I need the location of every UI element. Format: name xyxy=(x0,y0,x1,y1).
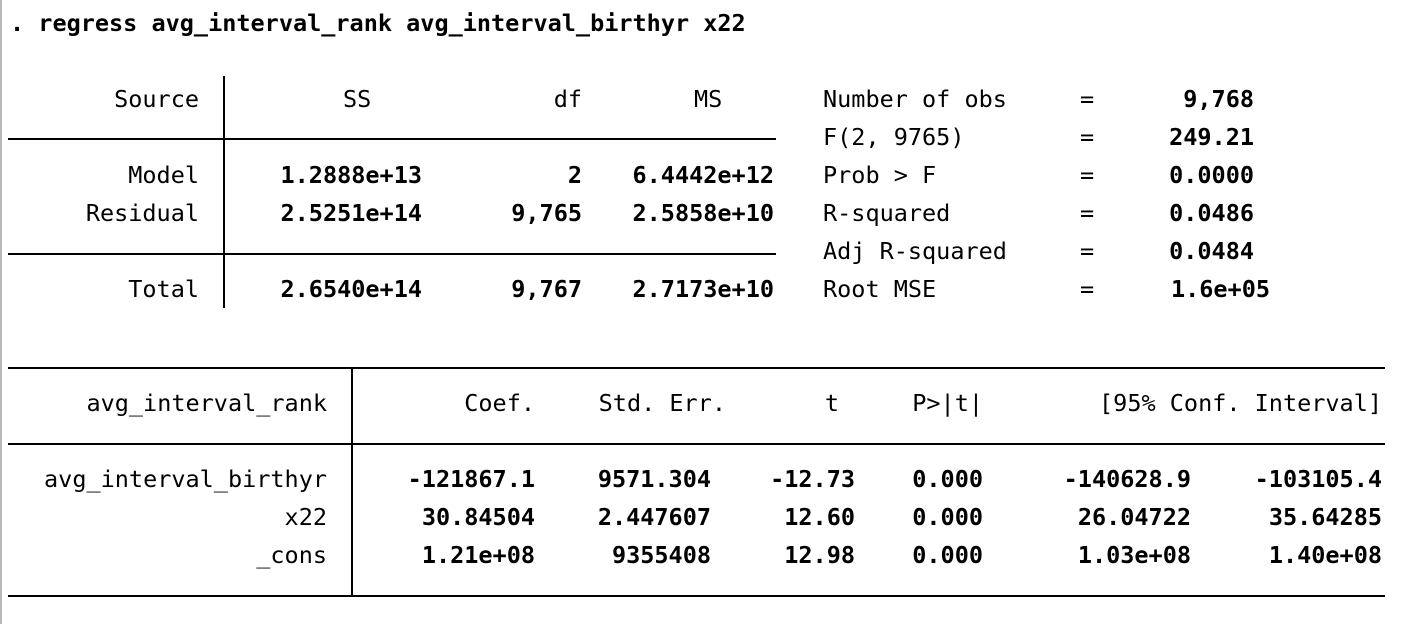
anova-source-label: Total xyxy=(128,275,199,303)
coef-header-p: P>|t| xyxy=(912,389,983,417)
anova-header-ms: MS xyxy=(694,85,723,113)
anova-source-label: Model xyxy=(128,161,199,189)
stat-equals: = xyxy=(1080,237,1095,265)
anova-df-value: 2 xyxy=(567,161,582,189)
coef-se-value: 2.447607 xyxy=(597,503,711,531)
stat-value: 9,768 xyxy=(1183,85,1254,113)
window-left-border xyxy=(0,0,2,624)
coef-t-value: 12.60 xyxy=(784,503,855,531)
coef-p-value: 0.000 xyxy=(912,503,983,531)
coef-ci-low: 26.04722 xyxy=(1077,503,1191,531)
coef-header-se: Std. Err. xyxy=(598,389,726,417)
stat-equals: = xyxy=(1080,161,1095,189)
coef-se-value: 9355408 xyxy=(611,541,711,569)
anova-source-label: Residual xyxy=(85,199,199,227)
coef-value: 30.84504 xyxy=(421,503,535,531)
coef-top-rule xyxy=(8,367,1385,369)
stat-label: Prob > F xyxy=(823,161,937,189)
coef-ci-high: -103105.4 xyxy=(1254,465,1382,493)
coef-column-divider xyxy=(351,367,353,596)
stat-label: R-squared xyxy=(823,199,951,227)
anova-df-value: 9,767 xyxy=(511,275,582,303)
command-line: . regress avg_interval_rank avg_interval_birthyr x22 xyxy=(10,9,746,37)
coef-se-value: 9571.304 xyxy=(597,465,711,493)
stat-equals: = xyxy=(1080,123,1095,151)
coef-value: 1.21e+08 xyxy=(421,541,535,569)
anova-ms-value: 2.7173e+10 xyxy=(632,275,774,303)
stat-label: Adj R-squared xyxy=(823,237,1007,265)
stat-value: 0.0484 xyxy=(1169,237,1254,265)
anova-total-rule xyxy=(8,253,776,255)
stat-label: Root MSE xyxy=(823,275,937,303)
anova-header-rule xyxy=(8,138,776,140)
anova-ss-value: 1.2888e+13 xyxy=(280,161,422,189)
coef-t-value: -12.73 xyxy=(770,465,855,493)
coef-value: -121867.1 xyxy=(407,465,535,493)
stat-value: 1.6e+05 xyxy=(1170,275,1270,303)
coef-header-ci: [95% Conf. Interval] xyxy=(1099,389,1382,417)
stat-equals: = xyxy=(1080,199,1095,227)
coef-ci-low: -140628.9 xyxy=(1063,465,1191,493)
stat-value: 0.0486 xyxy=(1169,199,1254,227)
coef-ci-high: 1.40e+08 xyxy=(1268,541,1382,569)
coef-header-depvar: avg_interval_rank xyxy=(86,389,327,417)
coef-header-coef: Coef. xyxy=(464,389,535,417)
stat-value: 249.21 xyxy=(1169,123,1254,151)
anova-ms-value: 2.5858e+10 xyxy=(632,199,774,227)
stat-value: 0.0000 xyxy=(1169,161,1254,189)
anova-df-value: 9,765 xyxy=(511,199,582,227)
anova-column-divider xyxy=(223,76,225,308)
anova-ss-value: 2.5251e+14 xyxy=(280,199,422,227)
coef-header-rule xyxy=(8,443,1385,445)
coef-var-label: avg_interval_birthyr xyxy=(44,465,327,493)
anova-header-df: df xyxy=(553,85,582,113)
coef-p-value: 0.000 xyxy=(912,465,983,493)
coef-p-value: 0.000 xyxy=(912,541,983,569)
coef-var-label: x22 xyxy=(284,503,327,531)
stat-label: Number of obs xyxy=(823,85,1007,113)
anova-header-ss: SS xyxy=(343,85,372,113)
anova-header-source: Source xyxy=(114,85,199,113)
coef-ci-high: 35.64285 xyxy=(1268,503,1382,531)
coef-header-t: t xyxy=(824,389,839,417)
stat-equals: = xyxy=(1080,275,1095,303)
stat-label: F(2, 9765) xyxy=(823,123,965,151)
coef-var-label: _cons xyxy=(256,541,327,569)
anova-ss-value: 2.6540e+14 xyxy=(280,275,422,303)
stat-equals: = xyxy=(1080,85,1095,113)
coef-bottom-rule xyxy=(8,595,1385,597)
anova-ms-value: 6.4442e+12 xyxy=(632,161,774,189)
coef-t-value: 12.98 xyxy=(784,541,855,569)
coef-ci-low: 1.03e+08 xyxy=(1077,541,1191,569)
